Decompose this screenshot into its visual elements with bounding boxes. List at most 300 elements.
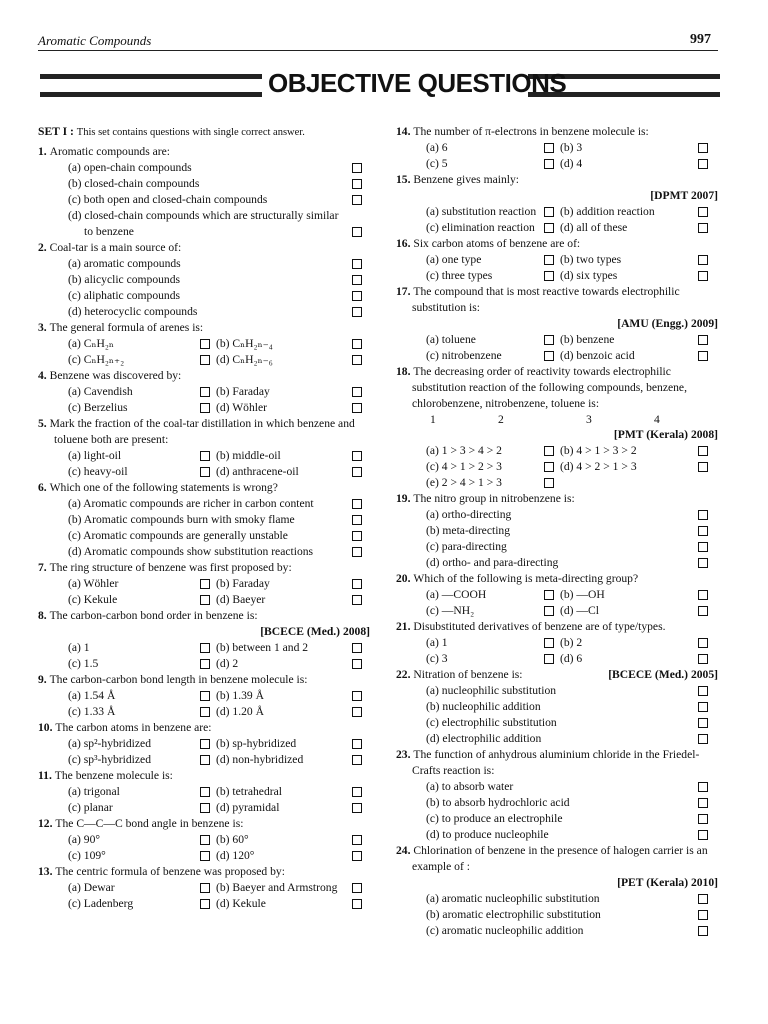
answer-checkbox[interactable]: [200, 643, 210, 653]
question-stem: [38, 320, 370, 336]
question-stem: [396, 571, 718, 587]
answer-option: [396, 827, 718, 843]
answer-checkbox[interactable]: [698, 271, 708, 281]
question-number: 7.: [38, 561, 50, 574]
order-number: 3: [586, 413, 592, 426]
option-text: (a) 1: [426, 636, 448, 649]
question-stem: [396, 236, 718, 252]
answer-checkbox[interactable]: [352, 467, 362, 477]
answer-checkbox[interactable]: [352, 547, 362, 557]
answer-checkbox[interactable]: [544, 223, 554, 233]
option-text: (b) sp-hybridized: [216, 737, 297, 750]
answer-checkbox[interactable]: [698, 351, 708, 361]
option-text: (a) 1.54 Å: [68, 689, 116, 702]
answer-checkbox[interactable]: [698, 702, 708, 712]
answer-checkbox[interactable]: [698, 638, 708, 648]
option-text: (c) aromatic nucleophilic addition: [426, 924, 584, 937]
option-text: (c) to produce an electrophile: [426, 812, 563, 825]
question-stem: [396, 843, 718, 875]
answer-option-row: [396, 332, 718, 348]
answer-option: [396, 779, 718, 795]
answer-option-row: [396, 156, 718, 172]
answer-checkbox[interactable]: [698, 734, 708, 744]
left-column: [38, 124, 370, 912]
answer-checkbox[interactable]: [352, 707, 362, 717]
question-number: 11.: [38, 769, 55, 782]
answer-option-row: [38, 384, 370, 400]
running-header-left: Aromatic Compounds: [38, 33, 152, 48]
question-text: Benzene was discovered by:: [49, 369, 182, 382]
answer-checkbox[interactable]: [200, 739, 210, 749]
question: [396, 843, 718, 939]
answer-checkbox[interactable]: [698, 830, 708, 840]
option-text: (c) Aromatic compounds are generally unstable: [68, 529, 288, 542]
answer-checkbox[interactable]: [352, 803, 362, 813]
question-number: 4.: [38, 369, 50, 382]
question: [396, 236, 718, 284]
question-number: 17.: [396, 285, 414, 298]
answer-option-row: [38, 464, 370, 480]
option-text: (c) sp³-hybridized: [68, 753, 151, 766]
option-text: (d) 2: [216, 657, 239, 670]
option-text: (d) ortho- and para-directing: [426, 556, 559, 569]
option-text: (b) 2: [560, 636, 583, 649]
answer-checkbox[interactable]: [698, 223, 708, 233]
question-stem: [396, 491, 718, 507]
question-stem: [38, 416, 370, 448]
answer-option: [38, 192, 370, 208]
option-text: (d) 120°: [216, 849, 255, 862]
option-text: (c) Ladenberg: [68, 897, 134, 910]
question-text: The carbon-carbon bond order in benzene is:: [49, 609, 258, 622]
answer-checkbox[interactable]: [352, 883, 362, 893]
question-source: [DPMT 2007]: [650, 189, 718, 202]
option-text: (c) Kekule: [68, 593, 118, 606]
option-text: (c) 1.5: [68, 657, 99, 670]
option-text: (a) open-chain compounds: [68, 161, 192, 174]
question-stem: [38, 720, 370, 736]
answer-checkbox[interactable]: [200, 467, 210, 477]
option-text: (c) —NH₂: [426, 604, 475, 617]
answer-checkbox[interactable]: [200, 451, 210, 461]
question-stem: [38, 480, 370, 496]
question: [38, 416, 370, 480]
option-text: (d) —Cl: [560, 604, 599, 617]
option-text: (a) Cavendish: [68, 385, 133, 398]
question-number: 1.: [38, 145, 50, 158]
question-number: 8.: [38, 609, 50, 622]
answer-checkbox[interactable]: [698, 910, 708, 920]
answer-checkbox[interactable]: [544, 654, 554, 664]
option-text: (a) Dewar: [68, 881, 115, 894]
answer-option-row: [396, 268, 718, 284]
banner-bar-left-bottom: [40, 92, 262, 97]
answer-checkbox[interactable]: [698, 446, 708, 456]
option-text: (a) 6: [426, 141, 448, 154]
question-text: The centric formula of benzene was proposed by:: [55, 865, 285, 878]
question: [38, 816, 370, 864]
question: [38, 720, 370, 768]
banner-title: OBJECTIVE QUESTIONS: [268, 68, 567, 98]
answer-checkbox[interactable]: [352, 643, 362, 653]
answer-checkbox[interactable]: [200, 355, 210, 365]
answer-checkbox[interactable]: [698, 798, 708, 808]
option-text: (c) heavy-oil: [68, 465, 128, 478]
option-text: (d) non-hybridized: [216, 753, 304, 766]
question-text: Aromatic compounds are:: [49, 145, 171, 158]
question-number: 19.: [396, 492, 414, 505]
option-text: (b) 3: [560, 141, 583, 154]
option-text: (b) closed-chain compounds: [68, 177, 200, 190]
answer-checkbox[interactable]: [352, 451, 362, 461]
answer-checkbox[interactable]: [352, 899, 362, 909]
answer-checkbox[interactable]: [352, 739, 362, 749]
answer-checkbox[interactable]: [200, 899, 210, 909]
question-stem: [396, 364, 718, 412]
answer-option: [396, 475, 718, 491]
order-number: 2: [498, 413, 504, 426]
answer-option-row: [396, 443, 718, 459]
question: [38, 864, 370, 912]
answer-option: [38, 304, 370, 320]
option-text: (a) 1: [68, 641, 90, 654]
option-text: (d) electrophilic addition: [426, 732, 542, 745]
question-stem: [396, 747, 718, 779]
option-text: (d) all of these: [560, 221, 628, 234]
answer-option: [38, 256, 370, 272]
answer-checkbox[interactable]: [698, 782, 708, 792]
option-text: (b) Baeyer and Armstrong: [216, 881, 338, 894]
answer-option-row: [396, 204, 718, 220]
option-text: (a) Wöhler: [68, 577, 119, 590]
question-text: Nitration of benzene is:: [413, 668, 523, 681]
question-source: [PET (Kerala) 2010]: [617, 876, 718, 889]
answer-checkbox[interactable]: [352, 835, 362, 845]
answer-checkbox[interactable]: [200, 659, 210, 669]
option-text: (d) Kekule: [216, 897, 266, 910]
question-stem: [396, 284, 718, 316]
answer-option: [396, 699, 718, 715]
answer-checkbox[interactable]: [352, 659, 362, 669]
section-banner: [40, 68, 720, 106]
option-text: (a) trigonal: [68, 785, 120, 798]
question-stem: [396, 619, 718, 635]
answer-checkbox[interactable]: [698, 558, 708, 568]
answer-checkbox[interactable]: [200, 707, 210, 717]
option-text: (a) Aromatic compounds are richer in carbon content: [68, 497, 314, 510]
header-rule: [38, 50, 718, 51]
answer-option: [396, 891, 718, 907]
answer-checkbox[interactable]: [544, 143, 554, 153]
answer-option-row: [38, 784, 370, 800]
answer-checkbox[interactable]: [544, 271, 554, 281]
question-number: 24.: [396, 844, 414, 857]
answer-option: [38, 496, 370, 512]
option-text: (a) light-oil: [68, 449, 122, 462]
option-text: (c) nitrobenzene: [426, 349, 502, 362]
question-number: 22.: [396, 668, 414, 681]
question-text: Which one of the following statements is wrong?: [49, 481, 278, 494]
banner-bar-left-top: [40, 74, 262, 79]
option-text: (b) 60°: [216, 833, 249, 846]
question-text: The carbon atoms in benzene are:: [55, 721, 212, 734]
answer-option: [38, 176, 370, 192]
option-text: (c) para-directing: [426, 540, 507, 553]
question-stem: [396, 124, 718, 140]
option-text: (c) 1.33 Å: [68, 705, 116, 718]
answer-checkbox[interactable]: [200, 579, 210, 589]
answer-option-continued: [38, 224, 370, 240]
question-stem: [396, 172, 718, 188]
answer-checkbox[interactable]: [544, 478, 554, 488]
answer-option-row: [38, 400, 370, 416]
answer-option-row: [38, 896, 370, 912]
option-text: (c) three types: [426, 269, 493, 282]
answer-checkbox[interactable]: [698, 159, 708, 169]
answer-checkbox[interactable]: [352, 291, 362, 301]
question-stem: [38, 608, 370, 624]
question-stem: [38, 560, 370, 576]
answer-checkbox[interactable]: [352, 275, 362, 285]
option-text: (b) to absorb hydrochloric acid: [426, 796, 570, 809]
question: [396, 124, 718, 172]
question-source: [PMT (Kerala) 2008]: [613, 428, 718, 441]
answer-checkbox[interactable]: [352, 179, 362, 189]
answer-option: [396, 683, 718, 699]
answer-option: [396, 715, 718, 731]
option-text: (b) aromatic electrophilic substitution: [426, 908, 601, 921]
set-heading: [38, 124, 370, 141]
option-text: (c) CₙH₂ₙ₊₂: [68, 353, 125, 366]
answer-option-row: [38, 832, 370, 848]
answer-option: [396, 811, 718, 827]
answer-checkbox[interactable]: [698, 462, 708, 472]
option-text: (c) 5: [426, 157, 448, 170]
answer-checkbox[interactable]: [352, 355, 362, 365]
answer-option: [38, 288, 370, 304]
answer-checkbox[interactable]: [200, 883, 210, 893]
answer-checkbox[interactable]: [352, 499, 362, 509]
answer-checkbox[interactable]: [698, 542, 708, 552]
answer-checkbox[interactable]: [200, 787, 210, 797]
answer-checkbox[interactable]: [698, 926, 708, 936]
answer-option: [38, 528, 370, 544]
answer-checkbox[interactable]: [200, 387, 210, 397]
option-text: (c) aliphatic compounds: [68, 289, 181, 302]
answer-checkbox[interactable]: [352, 339, 362, 349]
question-source: [AMU (Engg.) 2009]: [617, 317, 718, 330]
question: [38, 144, 370, 240]
question-text: The carbon-carbon bond length in benzene molecule is:: [49, 673, 308, 686]
answer-option-row: [38, 576, 370, 592]
answer-checkbox[interactable]: [352, 691, 362, 701]
answer-checkbox[interactable]: [698, 686, 708, 696]
answer-checkbox[interactable]: [200, 691, 210, 701]
page-number: 997: [690, 32, 711, 47]
question-text: Six carbon atoms of benzene are of:: [413, 237, 581, 250]
question: [38, 240, 370, 320]
answer-checkbox[interactable]: [200, 755, 210, 765]
question-text: The ring structure of benzene was first proposed by:: [49, 561, 292, 574]
answer-option: [396, 555, 718, 571]
answer-checkbox[interactable]: [698, 654, 708, 664]
answer-option-row: [396, 459, 718, 475]
option-text: (a) nucleophilic substitution: [426, 684, 557, 697]
question-number: 20.: [396, 572, 414, 585]
answer-option: [38, 272, 370, 288]
answer-checkbox[interactable]: [698, 143, 708, 153]
answer-option: [38, 512, 370, 528]
question: [396, 284, 718, 364]
option-text: (d) 4: [560, 157, 583, 170]
question-text: The C—C—C bond angle in benzene is:: [55, 817, 244, 830]
option-text: (c) both open and closed-chain compounds: [68, 193, 268, 206]
option-text: (b) two types: [560, 253, 622, 266]
answer-option-row: [38, 736, 370, 752]
answer-checkbox[interactable]: [544, 638, 554, 648]
option-text: (d) Wöhler: [216, 401, 267, 414]
answer-checkbox[interactable]: [352, 755, 362, 765]
option-text: (a) substitution reaction: [426, 205, 537, 218]
question-stem: [38, 240, 370, 256]
question-stem: [38, 672, 370, 688]
answer-option-row: [38, 688, 370, 704]
option-text: (a) aromatic nucleophilic substitution: [426, 892, 600, 905]
answer-checkbox[interactable]: [698, 606, 708, 616]
answer-checkbox[interactable]: [544, 207, 554, 217]
answer-checkbox[interactable]: [544, 255, 554, 265]
answer-checkbox[interactable]: [698, 894, 708, 904]
option-text: (c) 4 > 1 > 2 > 3: [426, 460, 502, 473]
answer-checkbox[interactable]: [698, 207, 708, 217]
answer-option: [38, 544, 370, 560]
option-text: (a) aromatic compounds: [68, 257, 181, 270]
right-column: [396, 124, 718, 939]
question-text: Coal-tar is a main source of:: [49, 241, 182, 254]
option-text: (b) Faraday: [216, 577, 270, 590]
answer-checkbox[interactable]: [698, 814, 708, 824]
answer-option-row: [396, 140, 718, 156]
question-stem: [38, 864, 370, 880]
option-text: (d) six types: [560, 269, 618, 282]
option-text: (c) 3: [426, 652, 448, 665]
answer-checkbox[interactable]: [352, 579, 362, 589]
option-text: (d) pyramidal: [216, 801, 280, 814]
answer-checkbox[interactable]: [544, 335, 554, 345]
option-text: (b) 4 > 1 > 3 > 2: [560, 444, 637, 457]
option-text: (b) —OH: [560, 588, 605, 601]
option-text: (e) 2 > 4 > 1 > 3: [426, 476, 502, 489]
answer-checkbox[interactable]: [698, 510, 708, 520]
answer-checkbox[interactable]: [200, 835, 210, 845]
answer-checkbox[interactable]: [352, 787, 362, 797]
answer-checkbox[interactable]: [544, 446, 554, 456]
option-text: (b) nucleophilic addition: [426, 700, 541, 713]
answer-checkbox[interactable]: [200, 595, 210, 605]
answer-option-row: [396, 603, 718, 619]
option-text: (d) 1.20 Å: [216, 705, 264, 718]
answer-checkbox[interactable]: [698, 718, 708, 728]
option-text: (d) heterocyclic compounds: [68, 305, 198, 318]
answer-checkbox[interactable]: [544, 590, 554, 600]
option-text: (c) elimination reaction: [426, 221, 535, 234]
answer-option-row: [38, 848, 370, 864]
question-number: 16.: [396, 237, 414, 250]
option-text: (d) Aromatic compounds show substitution reactions: [68, 545, 314, 558]
answer-option-row: [38, 656, 370, 672]
answer-checkbox[interactable]: [352, 307, 362, 317]
question-number: 23.: [396, 748, 414, 761]
option-text: (c) electrophilic substitution: [426, 716, 557, 729]
answer-option-row: [38, 336, 370, 352]
answer-option: [396, 907, 718, 923]
option-text: (d) 6: [560, 652, 583, 665]
answer-option: [396, 523, 718, 539]
answer-checkbox[interactable]: [352, 195, 362, 205]
answer-checkbox[interactable]: [352, 851, 362, 861]
answer-checkbox[interactable]: [352, 515, 362, 525]
question-source: [BCECE (Med.) 2005]: [608, 668, 718, 681]
answer-option: [396, 731, 718, 747]
question-number: 9.: [38, 673, 50, 686]
question-text: The number of π-electrons in benzene molecule is:: [413, 125, 649, 138]
question-source: [BCECE (Med.) 2008]: [260, 625, 370, 638]
answer-checkbox[interactable]: [352, 227, 362, 237]
answer-checkbox[interactable]: [544, 159, 554, 169]
answer-checkbox[interactable]: [200, 851, 210, 861]
answer-checkbox[interactable]: [352, 403, 362, 413]
answer-checkbox[interactable]: [200, 339, 210, 349]
answer-checkbox[interactable]: [352, 163, 362, 173]
answer-checkbox[interactable]: [352, 531, 362, 541]
question-number: 12.: [38, 817, 56, 830]
question: [38, 480, 370, 560]
answer-checkbox[interactable]: [544, 462, 554, 472]
answer-checkbox[interactable]: [352, 595, 362, 605]
answer-checkbox[interactable]: [352, 259, 362, 269]
question-stem: [396, 667, 718, 683]
answer-checkbox[interactable]: [698, 526, 708, 536]
answer-option: [396, 923, 718, 939]
order-number: 1: [430, 413, 436, 426]
question-number: 14.: [396, 125, 414, 138]
answer-option: [38, 160, 370, 176]
question: [38, 560, 370, 608]
option-text: (a) to absorb water: [426, 780, 514, 793]
answer-option-row: [38, 640, 370, 656]
question-number: 6.: [38, 481, 50, 494]
answer-option-row: [396, 635, 718, 651]
answer-checkbox[interactable]: [200, 803, 210, 813]
option-text: (a) 1 > 3 > 4 > 2: [426, 444, 502, 457]
question-number: 13.: [38, 865, 56, 878]
answer-checkbox[interactable]: [544, 351, 554, 361]
answer-checkbox[interactable]: [698, 335, 708, 345]
order-numbers: [396, 412, 718, 427]
question: [38, 768, 370, 816]
question: [38, 320, 370, 368]
answer-checkbox[interactable]: [698, 255, 708, 265]
answer-checkbox[interactable]: [698, 590, 708, 600]
option-text: (a) —COOH: [426, 588, 487, 601]
question: [396, 619, 718, 667]
answer-checkbox[interactable]: [544, 606, 554, 616]
question-text: Mark the fraction of the coal-tar distillation in which benzene and toluene both are present:: [49, 417, 355, 446]
answer-option-row: [396, 651, 718, 667]
question-text: The compound that is most reactive towards electrophilic substitution is:: [412, 285, 680, 314]
answer-checkbox[interactable]: [200, 403, 210, 413]
answer-checkbox[interactable]: [352, 387, 362, 397]
